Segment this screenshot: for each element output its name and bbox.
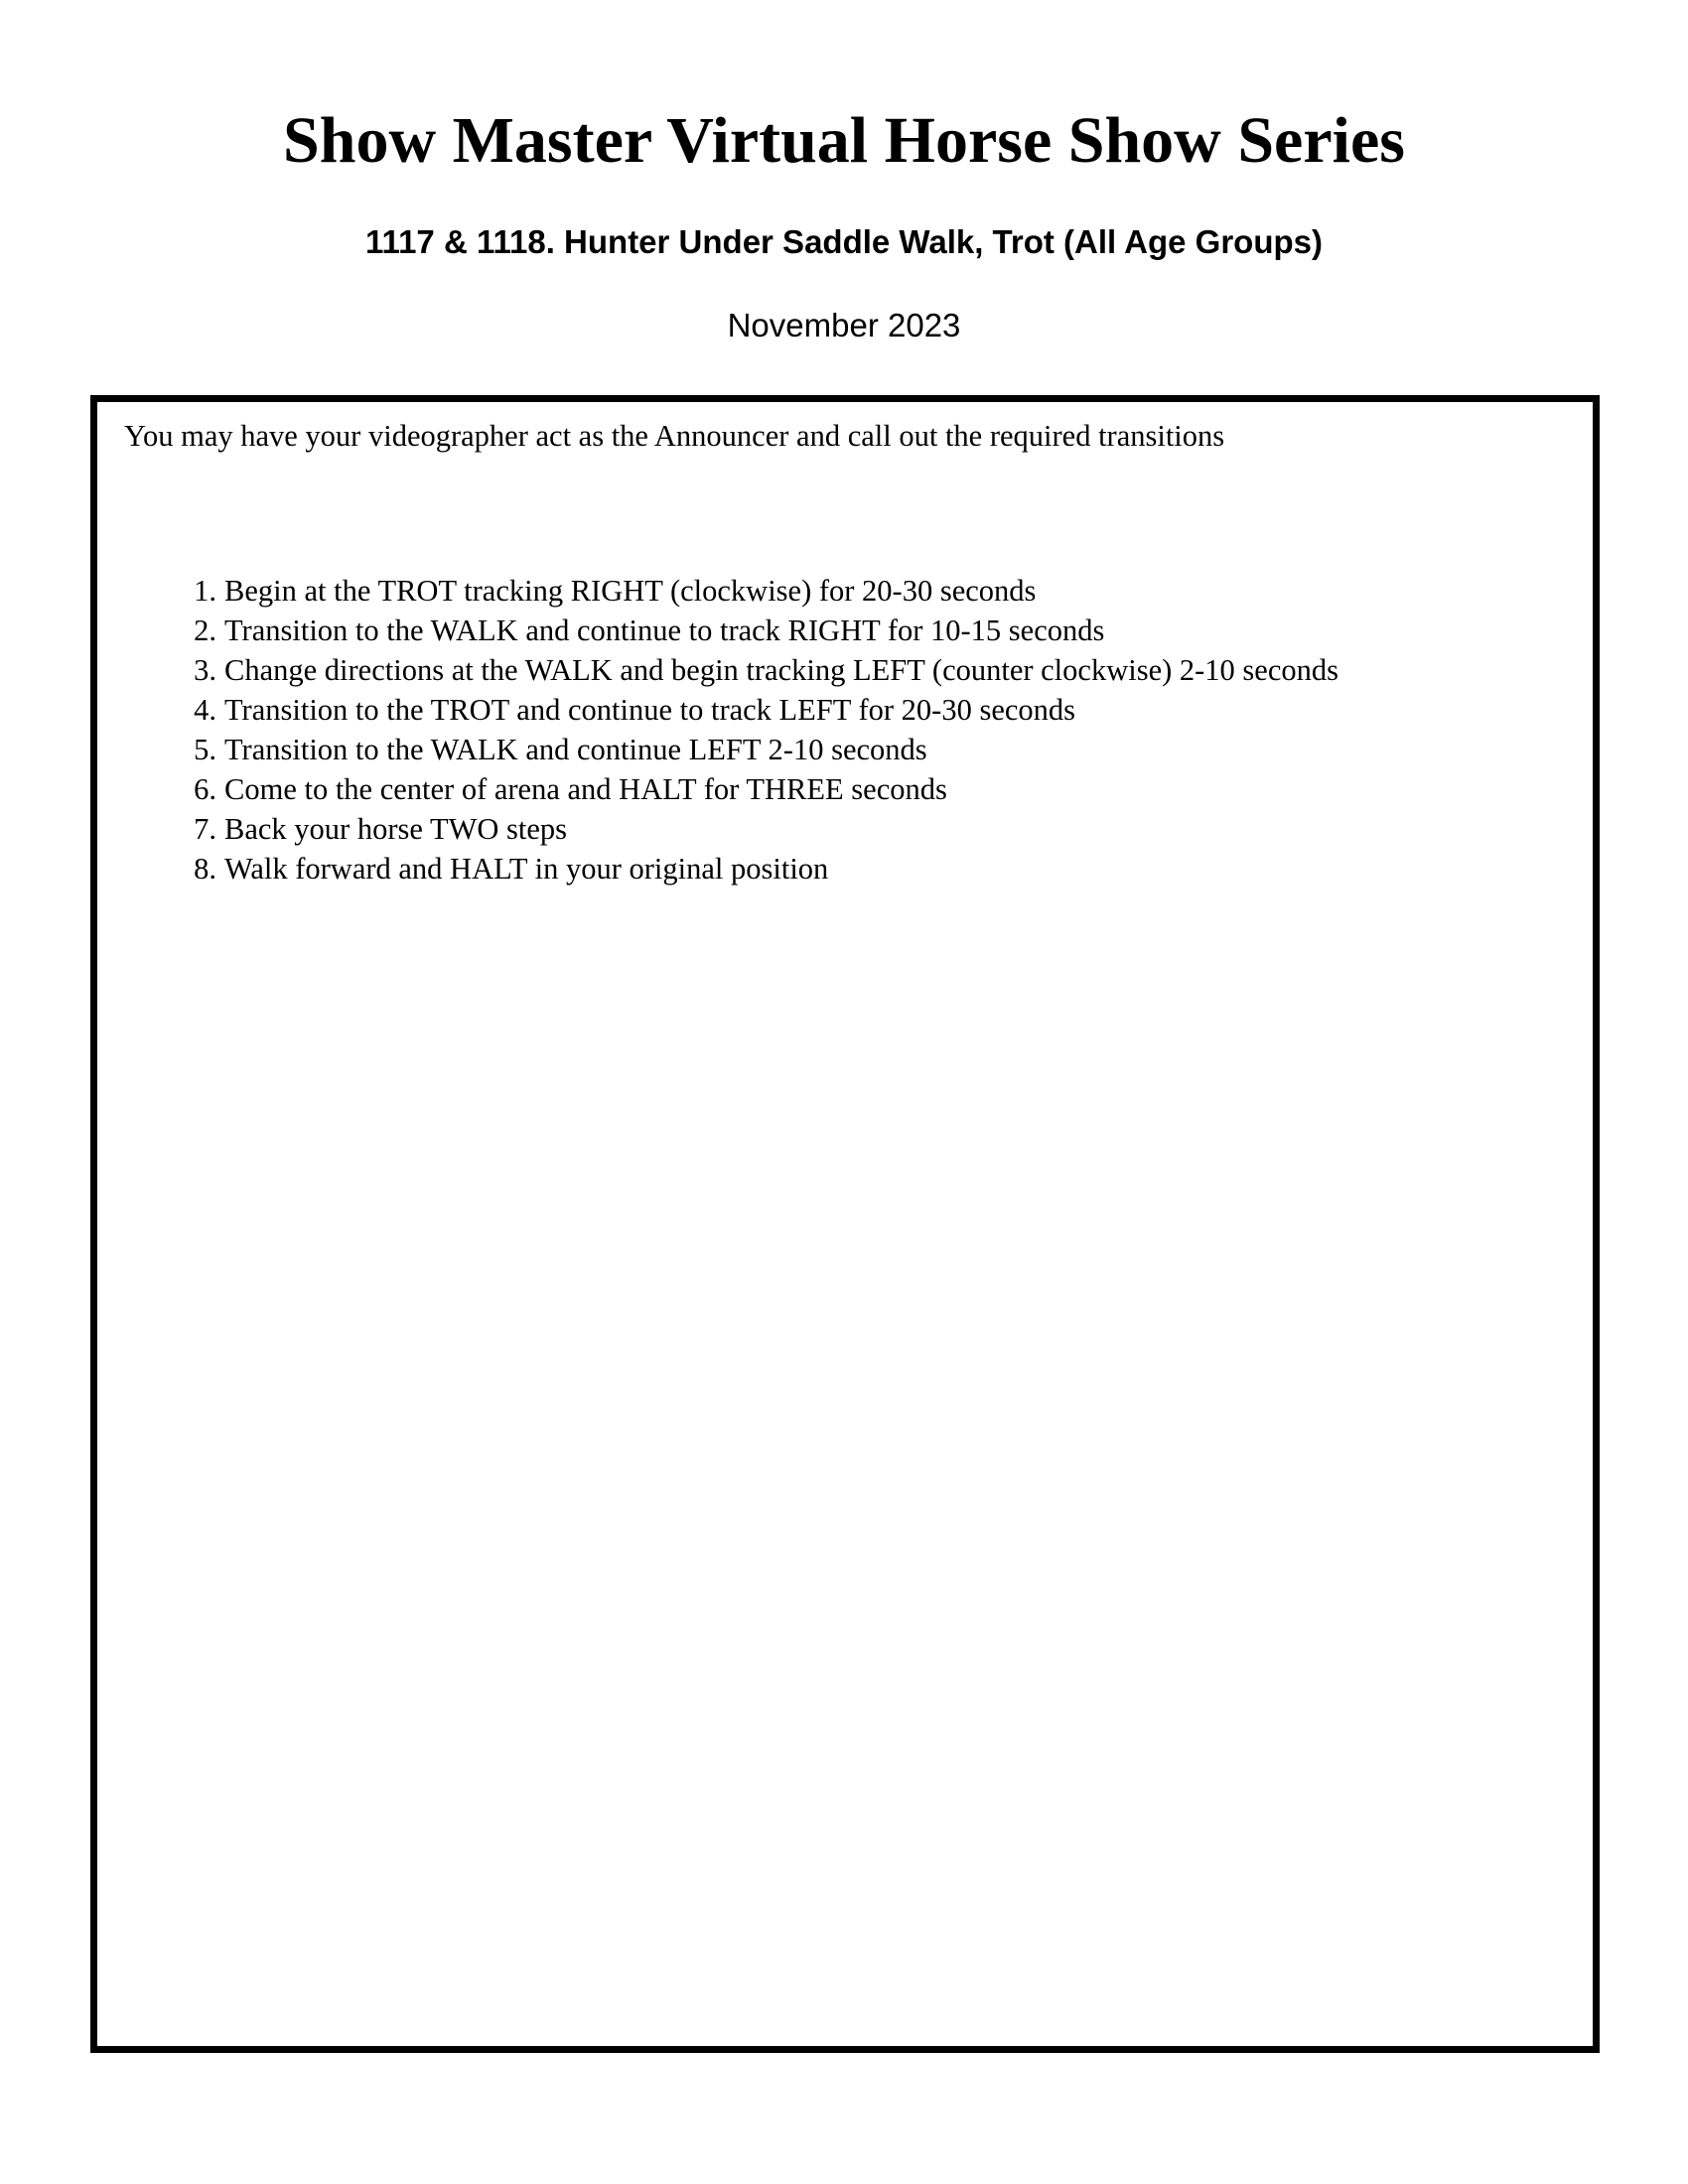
step-number: 2. — [194, 614, 216, 647]
step-text: Transition to the TROT and continue to track LEFT for 20-30 seconds — [224, 693, 1076, 727]
step-text: Back your horse TWO steps — [224, 812, 568, 846]
step-text: Transition to the WALK and continue to track RIGHT for 10-15 seconds — [224, 614, 1105, 647]
step-number: 7. — [194, 812, 216, 846]
step-number: 1. — [194, 574, 216, 608]
step-text: Change directions at the WALK and begin tracking LEFT (counter clockwise) 2-10 seconds — [224, 653, 1338, 687]
step-number: 5. — [194, 733, 216, 766]
step-number: 4. — [194, 693, 216, 727]
step-text: Walk forward and HALT in your original position — [224, 852, 829, 886]
page-title: Show Master Virtual Horse Show Series — [283, 104, 1405, 177]
step-number: 6. — [194, 772, 216, 806]
step-text: Begin at the TROT tracking RIGHT (clockwise) for 20-30 seconds — [224, 574, 1037, 608]
class-subtitle: 1117 & 1118. Hunter Under Saddle Walk, Trot (All Age Groups) — [365, 223, 1323, 260]
intro-text: You may have your videographer act as the Announcer and call out the required transitions — [124, 419, 1225, 453]
step-number: 8. — [194, 852, 216, 886]
show-date: November 2023 — [727, 307, 961, 343]
step-text: Come to the center of arena and HALT for THREE seconds — [224, 772, 947, 806]
step-number: 3. — [194, 653, 216, 687]
step-text: Transition to the WALK and continue LEFT 2-10 seconds — [224, 733, 927, 766]
pattern-box — [90, 395, 1600, 2053]
